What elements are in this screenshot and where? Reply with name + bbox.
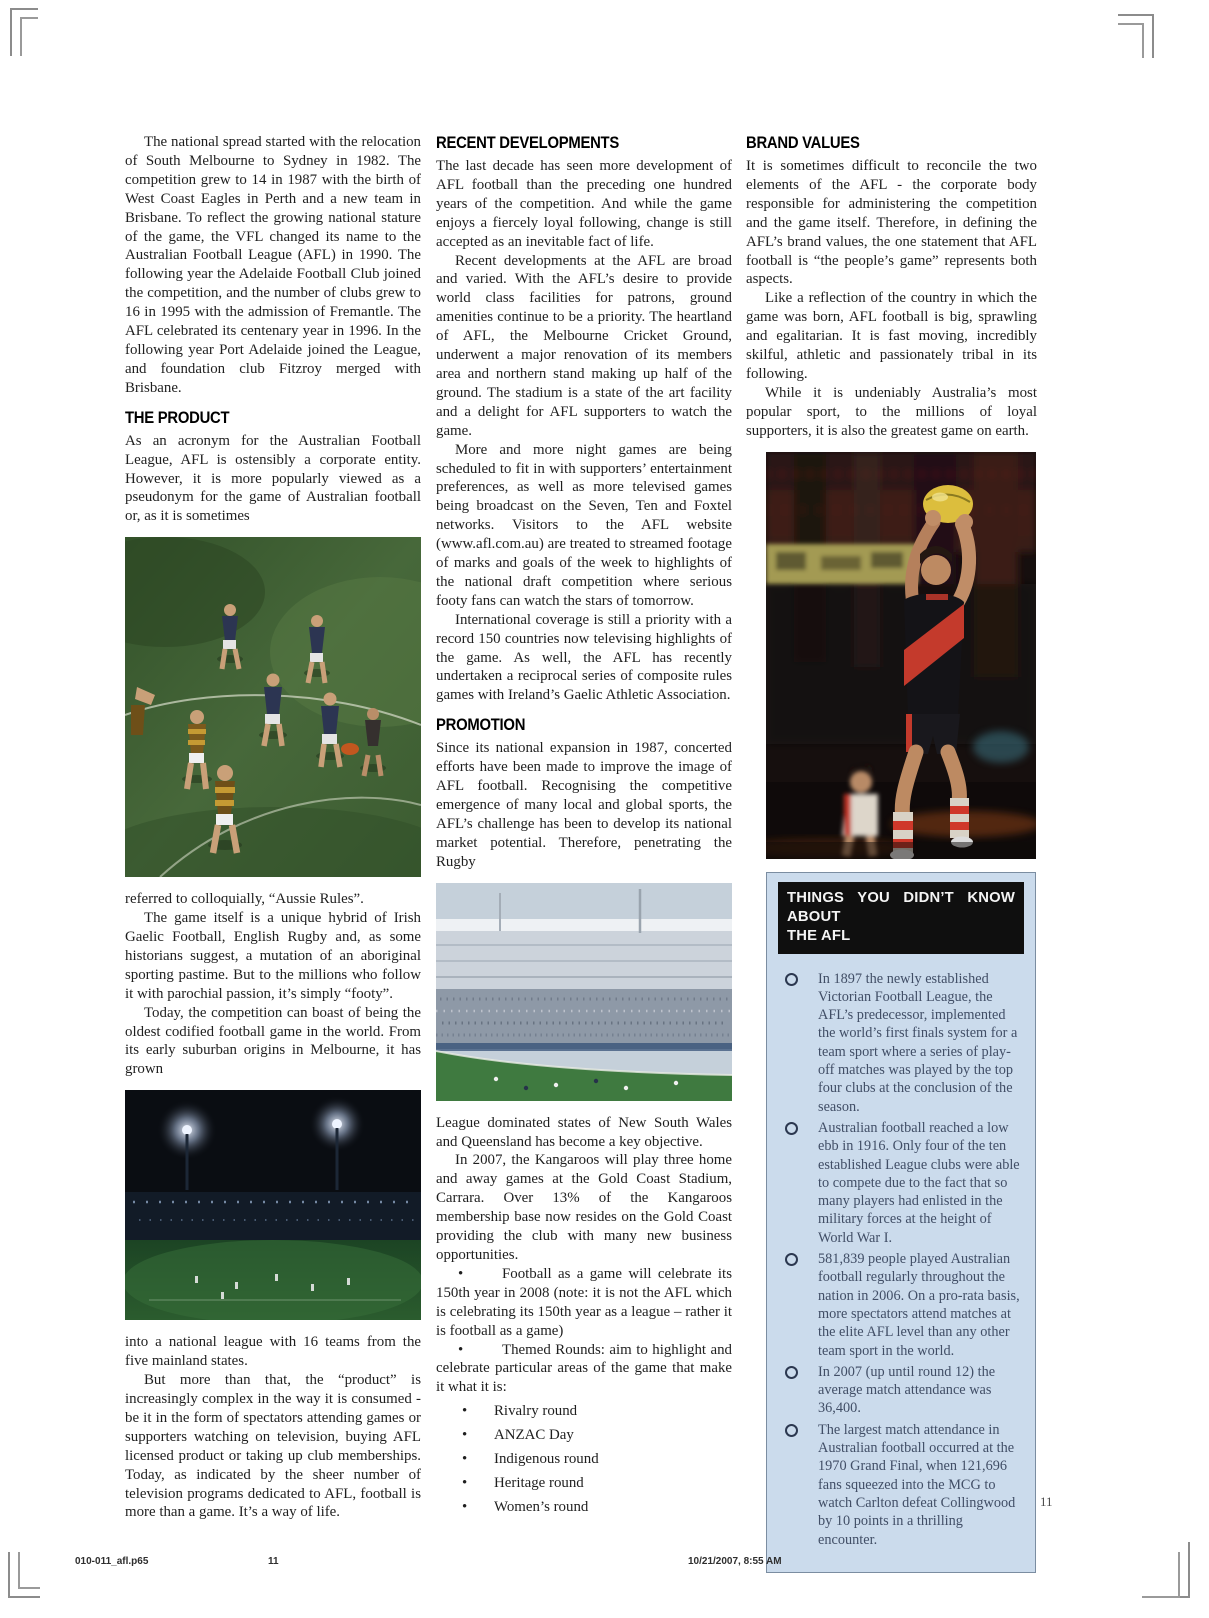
- facts-sidebar-title-line1: THINGS YOU DIDN’T KNOW ABOUT: [787, 889, 1015, 925]
- circle-bullet-icon: [785, 1366, 798, 1379]
- circle-bullet-icon: [785, 1253, 798, 1266]
- brand-paragraph-1: It is sometimes difficult to reconcile the two elements of the AFL - the corporate body responsible for administering the competition and the game itself. Therefore, in defining the AFL’s brand values, the one statement that AFL football is “the people’s game” represents both aspects.: [746, 158, 1037, 288]
- product-paragraph: As an acronym for the Australian Football League, AFL is ostensibly a corporate entity. However, it is more popularly viewed as a pseudonym for the game of Australian football or, as it is sometimes: [125, 432, 421, 525]
- bullet-icon: •: [458, 1265, 464, 1282]
- list-item-heritage-round: • Heritage round: [462, 1474, 584, 1491]
- intro-paragraph: The national spread started with the relocation of South Melbourne to Sydney in 1982. The competition grew to 14 in 1987 with the birth of West Coast Eagles in Perth and a new team in Brisbane. To reflect the growing national stature of the game, the VFL changed its name to the Australian Football League (AFL) in 1990. The following year the Adelaide Football Club joined the competition, and the number of clubs grew to 16 in 1995 with the admission of Fremantle. The AFL celebrated its centenary year in 1996. In the following year Port Adelaide joined the League, and foundation club Fitzroy merged with Brisbane.: [125, 134, 421, 396]
- heading-the-product: THE PRODUCT: [125, 408, 230, 427]
- page-number: 11: [1040, 1494, 1053, 1509]
- photo-stadium-crowd: [436, 883, 732, 1101]
- bullet-paragraph-themed-rounds: • Themed Rounds: aim to highlight and celebrate particular areas of the game that make it what it is:: [436, 1341, 732, 1396]
- list-item-indigenous-round: • Indigenous round: [462, 1451, 599, 1468]
- photo-player-marking: [766, 452, 1037, 859]
- list-item-womens-round: • Women’s round: [462, 1498, 589, 1515]
- heading-promotion: PROMOTION: [436, 716, 526, 735]
- footer-timestamp: 10/21/2007, 8:55 AM: [688, 1556, 782, 1567]
- list-item-anzac-day: • ANZAC Day: [462, 1427, 574, 1444]
- hybrid-paragraph: The game itself is a unique hybrid of Irish Gaelic Football, English Rugby and, as some historians suggest, a mutation of an aboriginal sporting pastime. But to the millions who follow it with parochial passion, it’s simply “footy”.: [125, 910, 421, 1002]
- crop-mark-top-right-inner: [1118, 23, 1144, 58]
- column-middle: [436, 133, 732, 1517]
- heading-recent-developments: RECENT DEVELOPMENTS: [436, 134, 619, 152]
- national-paragraph: into a national league with 16 teams from the five mainland states.: [125, 1334, 421, 1370]
- complex-paragraph: But more than that, the “product” is increasingly complex in the way it is consumed - be it in the form of spectators attending games or supporters watching on television, buying AFL licensed product or taking up club memberships. Today, as indicated by the sheer number of television programs dedicated to AFL, football is more than a game. It’s a way of life.: [125, 1372, 421, 1521]
- facts-sidebar-title: [778, 882, 1024, 954]
- list-item-rivalry-round: • Rivalry round: [462, 1403, 578, 1420]
- photo-night-stadium: [125, 1090, 421, 1320]
- fact-item-1916: Australian football reached a low ebb in 1916. Only four of the ten established League clubs were able to compete due to the fact that so many players had enlisted in the military forces at the height of World War I.: [778, 1119, 1024, 1247]
- crop-mark-bottom-right-inner: [1142, 1552, 1180, 1598]
- brand-paragraph-2: Like a reflection of the country in which the game was born, AFL football is big, sprawling and egalitarian. It is fast moving, incredibly skilful, athletic and passionately tribal in its following.: [746, 290, 1037, 382]
- crop-mark-top-left-inner: [20, 17, 38, 56]
- fact-item-1897: In 1897 the newly established Victorian Football League, the AFL’s predecessor, implemented the world’s first finals system for a team sport where a series of play-off matches was played by the top four clubs at the conclusion of the season.: [778, 970, 1024, 1116]
- brand-paragraph-3: While it is undeniably Australia’s most popular sport, to the millions of loyal supporters, it is also the greatest game on earth.: [746, 384, 1037, 439]
- bullet-icon: •: [462, 1498, 468, 1515]
- column-left: [125, 133, 421, 1522]
- circle-bullet-icon: [785, 1424, 798, 1437]
- bullet-icon: •: [462, 1451, 468, 1468]
- themed-rounds-list: [436, 1402, 732, 1517]
- bullet-icon: •: [458, 1341, 464, 1358]
- today-paragraph: Today, the competition can boast of being the oldest codified football game in the world. From its early suburban origins in Melbourne, it has grown: [125, 1004, 421, 1078]
- facts-sidebar-title-line2: THE AFL: [787, 927, 851, 944]
- bullet-icon: •: [462, 1403, 468, 1420]
- bullet-icon: •: [462, 1427, 468, 1444]
- photo-match-action: [125, 537, 421, 877]
- kangaroos-paragraph: In 2007, the Kangaroos will play three home and away games at the Gold Coast Stadium, Carrara. Over 13% of the Kangaroos membership base now resides on the Gold Coast providing the club with many new business opportunities.: [436, 1152, 732, 1263]
- after-photo-paragraph: referred to colloquially, “Aussie Rules”.: [125, 891, 364, 908]
- fact-item-record-attendance: The largest match attendance in Australian football occurred at the 1970 Grand Final, when 121,696 fans squeezed into the MCG to watch Carlton defeat Collingwood by 10 points in a thrilling encounter.: [778, 1421, 1024, 1549]
- recent-paragraph-2: Recent developments at the AFL are broad and varied. With the AFL’s desire to provide world class facilities for patrons, ground amenities continue to be a priority. The heartland of AFL, the Melbourne Cricket Ground, underwent a major renovation of its members area and northern stand making up half of the ground. The stadium is a state of the art facility and a delight for AFL supporters to watch the game.: [436, 252, 732, 439]
- bullet-paragraph-150th: • Football as a game will celebrate its 150th year in 2008 (note: it is not the AFL which is celebrating its 150th year as a league – rather it is football as a game): [436, 1265, 732, 1339]
- heading-brand-values: BRAND VALUES: [746, 134, 860, 152]
- league-paragraph: League dominated states of New South Wales and Queensland has become a key objective.: [436, 1114, 732, 1150]
- footer-page-number: 11: [268, 1556, 279, 1567]
- circle-bullet-icon: [785, 973, 798, 986]
- promotion-paragraph: Since its national expansion in 1987, concerted efforts have been made to improve the image of AFL football. Recognising the competitive emergence of many local and global sports, the AFL’s challenge has been to develop its national market potential. Therefore, penetrating the Rugby: [436, 740, 732, 870]
- recent-paragraph-4: International coverage is still a priority with a record 150 countries now televising highlights of the game. As well, the AFL has recently undertaken a reciprocal series of composite rules games with Ireland’s Gaelic Athletic Association.: [436, 611, 732, 704]
- crop-mark-bottom-left-inner: [18, 1552, 40, 1589]
- fact-item-attendance-2007: In 2007 (up until round 12) the average match attendance was 36,400.: [778, 1363, 1024, 1418]
- recent-paragraph-3: More and more night games are being scheduled to fit in with supporters’ entertainment preferences, as well as more televised games being broadcast on the Seven, Ten and Foxtel networks. Visitors to the AFL website (www.afl.com.au) are treated to streamed footage of marks and goals of the week to highlights of the national draft competition where serious footy fans can watch the stars of tomorrow.: [436, 441, 732, 609]
- column-right: [746, 133, 1037, 1573]
- fact-item-participation: 581,839 people played Australian football regularly throughout the nation in 2006. On a pro-rata basis, more spectators attend matches at the elite AFL level than any other team sport in the world.: [778, 1250, 1024, 1360]
- footer-filename: 010-011_afl.p65: [75, 1556, 149, 1567]
- facts-sidebar: [766, 872, 1036, 1573]
- recent-paragraph-1: The last decade has seen more development of AFL football than the preceding one hundred years of the competition. And while the game enjoys a fiercely loyal following, change is still accepted as an inevitable fact of life.: [436, 158, 732, 250]
- bullet-icon: •: [462, 1474, 468, 1491]
- circle-bullet-icon: [785, 1122, 798, 1135]
